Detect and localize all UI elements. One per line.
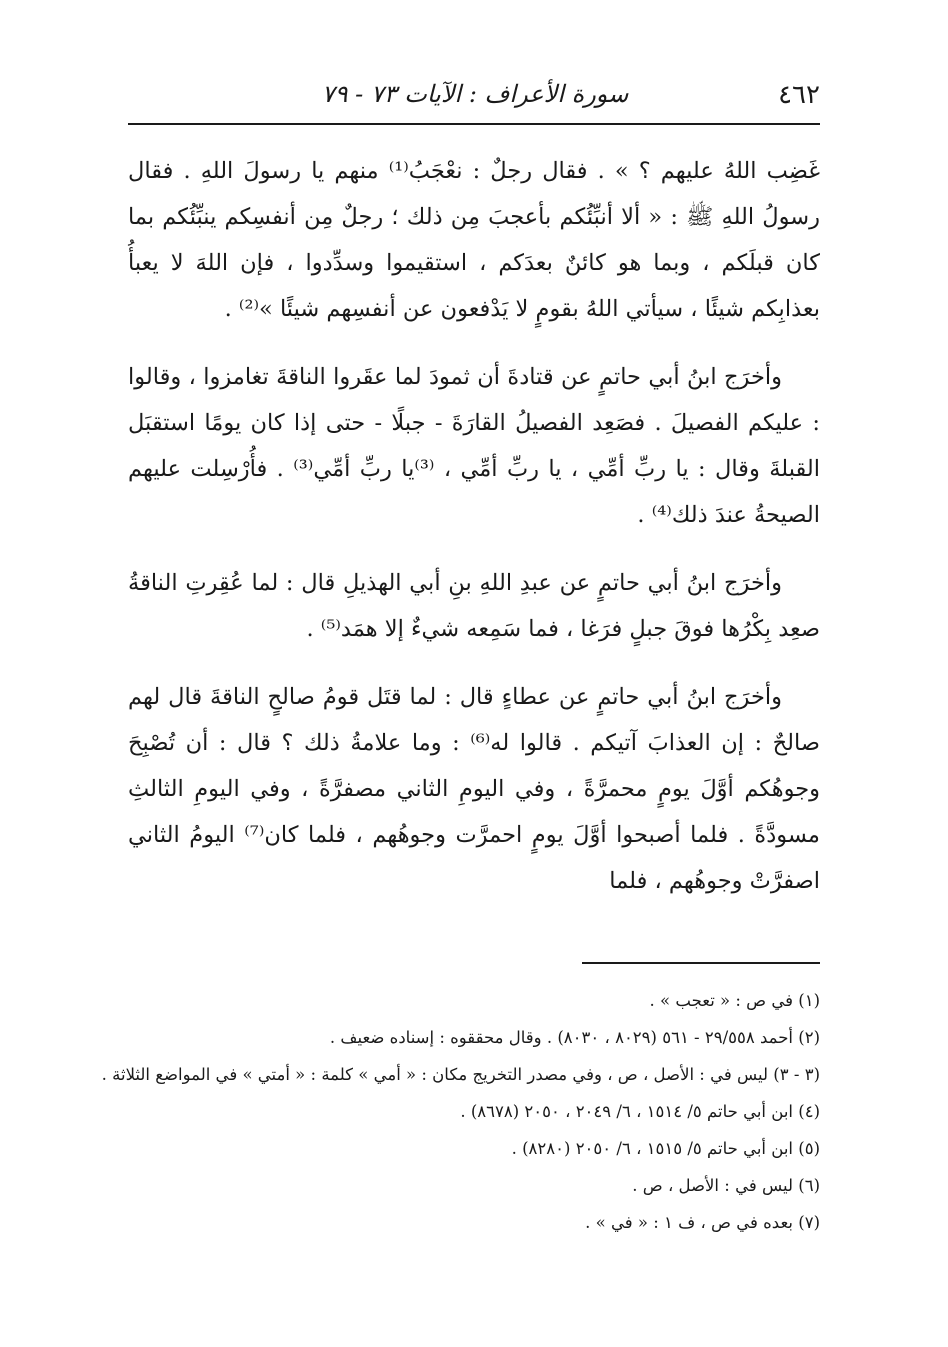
- footnotes: [101, 982, 820, 1241]
- header-rule: [128, 123, 820, 125]
- footnote-1: (١) في ص : « تعجب » .: [649, 991, 820, 1010]
- running-title: سورة الأعراف : الآيات ٧٣ - ٧٩: [321, 80, 629, 108]
- page-number: ٤٦٢: [778, 80, 820, 110]
- main-text: [128, 148, 820, 926]
- footnote-3: (٣ - ٣) ليس في : الأصل ، ص ، وفي مصدر التخريج مكان : « أمي » كلمة : « أمتي » في المواضع الثلاثة .: [101, 1065, 820, 1084]
- footnote-2: (٢) أحمد ٢٩/٥٥٨ - ٥٦١ (٨٠٢٩ ، ٨٠٣٠) . وقال محققوه : إسناده ضعيف .: [329, 1028, 820, 1047]
- page-header: [130, 74, 820, 118]
- footnote-4: (٤) ابن أبي حاتم ٥/ ١٥١٤ ، ٦/ ٢٠٤٩ ، ٢٠٥٠ (٨٦٧٨) .: [460, 1102, 820, 1121]
- footnote-7: (٧) بعده في ص ، ف ١ : « في » .: [585, 1213, 820, 1232]
- paragraph-2: وأخرَج ابنُ أبي حاتمٍ عن قتادةَ أن ثمودَ لما عقَروا الناقةَ تغامزوا ، وقالوا : عليكم الفصيلَ . فصَعِد الفصيلُ القارَةَ - جبلًا - حتى إذا كان يومًا استقبَل القبلةَ وقال : يا ربِّ أمِّي ، يا ربِّ أمِّي ، ⁽³⁾يا ربِّ أمِّي⁽³⁾ . فأُرْسِلت عليهم الصيحةُ عندَ ذلك⁽⁴⁾ .: [128, 364, 820, 528]
- paragraph-3: وأخرَج ابنُ أبي حاتمٍ عن عبدِ اللهِ بنِ أبي الهذيلِ قال : لما عُقِرتِ الناقةُ صعِد بِكْرُها فوقَ جبلٍ فرَغا ، فما سَمِعه شيءٌ إلا همَد⁽⁵⁾ .: [128, 570, 820, 642]
- paragraph-4: وأخرَج ابنُ أبي حاتمٍ عن عطاءٍ قال : لما قتَل قومُ صالحٍ الناقةَ قال لهم صالحٌ : إن العذابَ آتيكم . قالوا له⁽⁶⁾ : وما علامةُ ذلك ؟ قال : أن تُصْبِحَ وجوهُكم أوَّلَ يومٍ محمرَّةً ، وفي اليومِ الثاني مصفرَّةً ، وفي اليومِ الثالثِ مسودَّةً . فلما أصبحوا أوَّلَ يومٍ احمرَّت وجوهُهم ، فلما كان⁽⁷⁾ اليومُ الثاني اصفرَّتْ وجوهُهم ، فلما: [128, 684, 820, 894]
- footnote-rule: [582, 962, 820, 964]
- footnote-6: (٦) ليس في : الأصل ، ص .: [632, 1176, 820, 1195]
- footnote-5: (٥) ابن أبي حاتم ٥/ ١٥١٥ ، ٦/ ٢٠٥٠ (٨٢٨٠) .: [511, 1139, 820, 1158]
- paragraph-1: غَضِب اللهُ عليهم ؟ » . فقال رجلٌ : نعْجَبُ⁽¹⁾ منهم يا رسولَ اللهِ . فقال رسولُ اللهِ ﷺ : « ألا أنبِّئُكم بأعجبَ مِن ذلك ؛ رجلٌ مِن أنفسِكم ينبِّئُكم بما كان قبلَكم ، وبما هو كائنٌ بعدَكم ، استقيموا وسدِّدوا ، فإن اللهَ لا يعبأُ بعذابِكم شيئًا ، سيأتي اللهُ بقومٍ لا يَدْفعون عن أنفسِهم شيئًا »⁽²⁾ .: [128, 158, 820, 322]
